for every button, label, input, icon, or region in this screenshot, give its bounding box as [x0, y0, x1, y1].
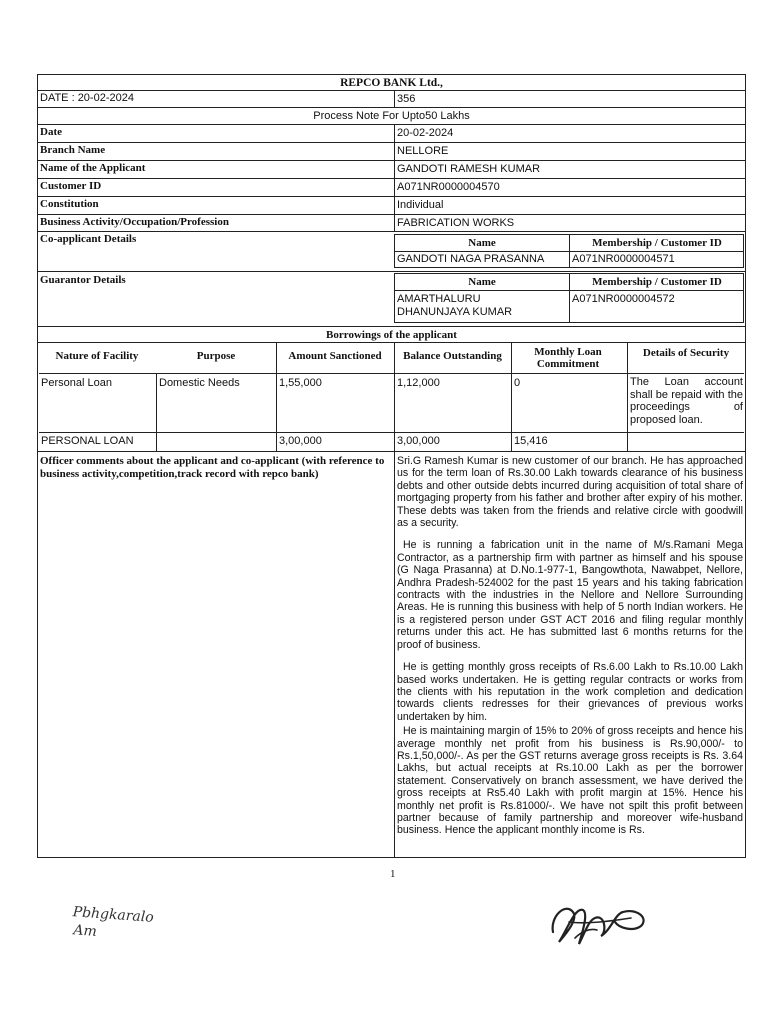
- col-header-facility: Nature of Facility: [55, 350, 139, 362]
- date-ref-row: [37, 91, 746, 108]
- field-label: Business Activity/Occupation/Profession: [40, 216, 229, 228]
- officer-comments-label: Officer comments about the applicant and co-applicant (with reference to business activity,competition,track record with repco bank): [40, 455, 385, 480]
- co-applicant-id-header: Membership / Customer ID: [592, 237, 722, 249]
- guarantor-name-header: Name: [468, 276, 496, 288]
- field-label: Date: [40, 126, 62, 138]
- officer-comments-text: [397, 455, 743, 847]
- field-value: NELLORE: [394, 143, 448, 160]
- co-applicant-id: A071NR0000004571: [572, 253, 675, 265]
- co-applicant-table: [394, 234, 744, 268]
- field-row-branch: [37, 143, 746, 161]
- co-applicant-name-header: Name: [468, 237, 496, 249]
- row1-commitment: 0: [514, 377, 521, 389]
- handwritten-note: Pbhgkaralo Am: [72, 904, 155, 940]
- bank-name: REPCO BANK Ltd.,: [37, 74, 746, 91]
- col-header-amount: Amount Sanctioned: [288, 350, 382, 362]
- field-label: Customer ID: [40, 180, 102, 192]
- field-value: 20-02-2024: [394, 125, 453, 142]
- field-row-business: [37, 215, 746, 232]
- process-note-title: Process Note For Upto50 Lakhs: [37, 108, 746, 125]
- signature-icon: [545, 892, 655, 952]
- col-header-purpose: Purpose: [196, 350, 236, 362]
- field-value: A071NR0000004570: [394, 179, 500, 196]
- col-header-security: Details of Security: [642, 347, 730, 359]
- borrowings-table: [37, 343, 746, 452]
- field-row-date: [37, 125, 746, 143]
- row1-amount: 1,55,000: [279, 377, 322, 389]
- guarantor-section: [37, 272, 746, 327]
- row1-purpose: Domestic Needs: [159, 377, 240, 389]
- field-label: Name of the Applicant: [40, 162, 146, 174]
- officer-comments-section: [37, 452, 746, 858]
- borrowings-header-row: [38, 343, 745, 373]
- guarantor-label: Guarantor Details: [40, 274, 126, 286]
- comment-paragraph: He is getting monthly gross receipts of Rs.6.00 Lakh to Rs.10.00 Lakh based works undertaken. He is getting regular contracts or works from the clients with his reputation in the work completion and dedication towards clients redresses for their grievances of previous works undertaken by him.: [397, 661, 743, 723]
- row1-balance: 1,12,000: [397, 377, 440, 389]
- process-note-form: [37, 74, 746, 858]
- co-applicant-name: GANDOTI NAGA PRASANNA: [397, 253, 545, 265]
- row2-amount: 3,00,000: [279, 435, 322, 447]
- field-row-constitution: [37, 197, 746, 215]
- field-label: Branch Name: [40, 144, 106, 156]
- field-row-applicant: [37, 161, 746, 179]
- reference-number: 356: [394, 91, 415, 107]
- row2-facility: PERSONAL LOAN: [41, 435, 134, 447]
- field-value: GANDOTI RAMESH KUMAR: [394, 161, 540, 178]
- guarantor-name: AMARTHALURU DHANUNJAYA KUMAR: [397, 293, 513, 318]
- comment-paragraph: Sri.G Ramesh Kumar is new customer of our branch. He has approached us for the term loan of Rs.30.00 Lakh towards clearance of his business debts and other outside debts incurred during acquisition of total share of mortgaging property from his father and brother after expiry of his mother. These debts was taken from the friends and relative circle with goodwill as a security.: [397, 455, 743, 530]
- header-date: DATE : 20-02-2024: [40, 92, 134, 104]
- comment-paragraph: He is running a fabrication unit in the name of M/s.Ramani Mega Contractor, as a partnership firm with partner as himself and his spouse (G Naga Prasanna) at D.No.1-977-1, Bangowthota, Nawabpet, Nellore, Andhra Pradesh-524002 for the past 15 years and his taking fabrication contracts with the industries in the Nellore and Nellore Surrounding Areas. He is running this business with help of 5 north Indian workers. He is a registered person under GST ACT 2016 and filing regular monthly returns under this act. He has submitted last 6 months returns for the proof of business.: [397, 539, 743, 651]
- row1-facility: Personal Loan: [41, 377, 112, 389]
- guarantor-id-header: Membership / Customer ID: [592, 276, 722, 288]
- row1-security: The Loan account shall be repaid with the proceedings of proposed loan.: [630, 376, 743, 426]
- col-header-balance: Balance Outstanding: [403, 350, 502, 362]
- co-applicant-label: Co-applicant Details: [40, 233, 137, 245]
- borrowings-title: Borrowings of the applicant: [37, 327, 746, 343]
- row2-commitment: 15,416: [514, 435, 548, 447]
- guarantor-table: [394, 273, 744, 323]
- col-header-commitment: Monthly Loan Commitment: [534, 346, 602, 370]
- field-value: Individual: [394, 197, 443, 214]
- guarantor-id: A071NR0000004572: [572, 293, 675, 305]
- field-row-customer-id: [37, 179, 746, 197]
- field-value: FABRICATION WORKS: [394, 215, 514, 231]
- row2-balance: 3,00,000: [397, 435, 440, 447]
- co-applicant-section: [37, 232, 746, 272]
- field-label: Constitution: [40, 198, 99, 210]
- page-mark: 1: [390, 868, 396, 880]
- comment-paragraph: He is maintaining margin of 15% to 20% of gross receipts and hence his average monthly net profit from his business is Rs.90,000/- to Rs.1,50,000/-. As per the GST returns average gross receipts is Rs. 3.64 Lakhs, but actual receipts at Rs.10.00 Lakh as per the borrower statement. Conservatively on branch assessment, we have derived the gross receipts at Rs5.40 Lakh with profit margin at 15%. Hence his monthly net profit is Rs.81000/-. We have not spilt this profit between partner because of family partnership and moreover wife-husband business. Hence the applicant monthly income is Rs.: [397, 725, 743, 837]
